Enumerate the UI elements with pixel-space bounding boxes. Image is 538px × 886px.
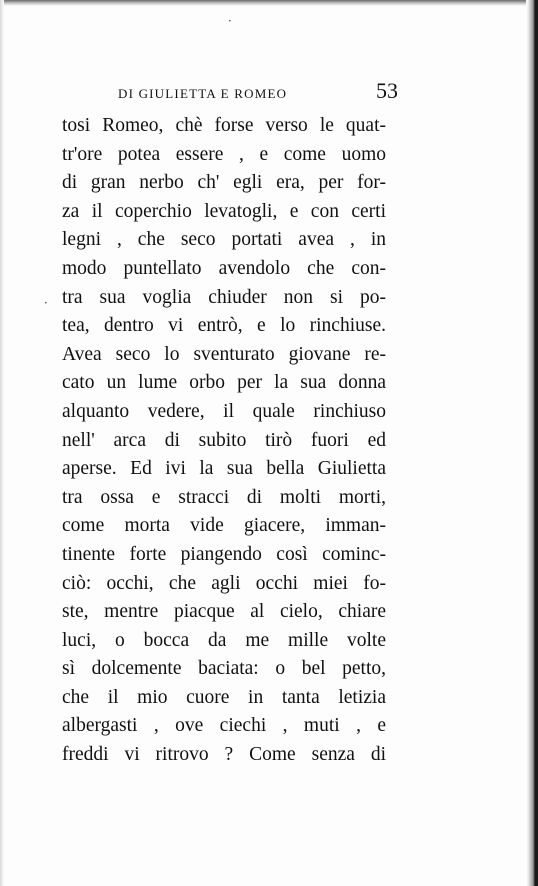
text-line: ciò: occhi, che agli occhi miei fo- [62,572,386,594]
page-number: 53 [376,78,398,103]
text-line: tinente forte piangendo così cominc- [62,543,386,565]
ink-speck: · [44,296,48,310]
text-line: freddi vi ritrovo ? Come senza di [62,744,386,766]
page-top-edge [0,0,538,6]
text-line: nell' arca di subito tirò fuori ed [62,429,386,451]
ink-speck: · [228,14,232,28]
text-line: come morta vide giacere, imman- [62,515,386,537]
page-left-edge [0,0,4,886]
page-binding-edge [526,0,538,886]
running-title: DI GIULIETTA E ROMEO [118,86,288,101]
text-line: tosi Romeo, chè forse verso le quat- [62,115,386,136]
text-line: modo puntellato avendolo che con- [62,257,386,279]
text-line: legni , che seco portati avea , in [62,229,386,251]
text-line: tra ossa e stracci di molti morti, [62,486,386,508]
text-line: Avea seco lo sventurato giovane re- [62,343,386,365]
text-line: za il coperchio levatogli, e con certi [62,200,386,222]
text-line: sì dolcemente baciata: o bel petto, [62,658,386,680]
text-line: ste, mentre piacque al cielo, chiare [62,601,386,623]
body-text [62,112,386,770]
text-line: che il mio cuore in tanta letizia [62,686,386,708]
page-header [118,78,398,106]
text-line: aperse. Ed ivi la sua bella Giulietta [62,458,386,480]
text-line: alquanto vedere, il quale rinchiuso [62,400,386,422]
text-line: albergasti , ove ciechi , muti , e [62,715,386,737]
text-line: luci, o bocca da me mille volte [62,629,386,651]
text-line: cato un lume orbo per la sua donna [62,372,386,394]
text-line: di gran nerbo ch' egli era, per for- [62,172,386,194]
text-line: tr'ore potea essere , e come uomo [62,143,386,165]
text-line: tra sua voglia chiuder non si po- [62,286,386,308]
text-line: tea, dentro vi entrò, e lo rinchiuse. [62,315,386,337]
